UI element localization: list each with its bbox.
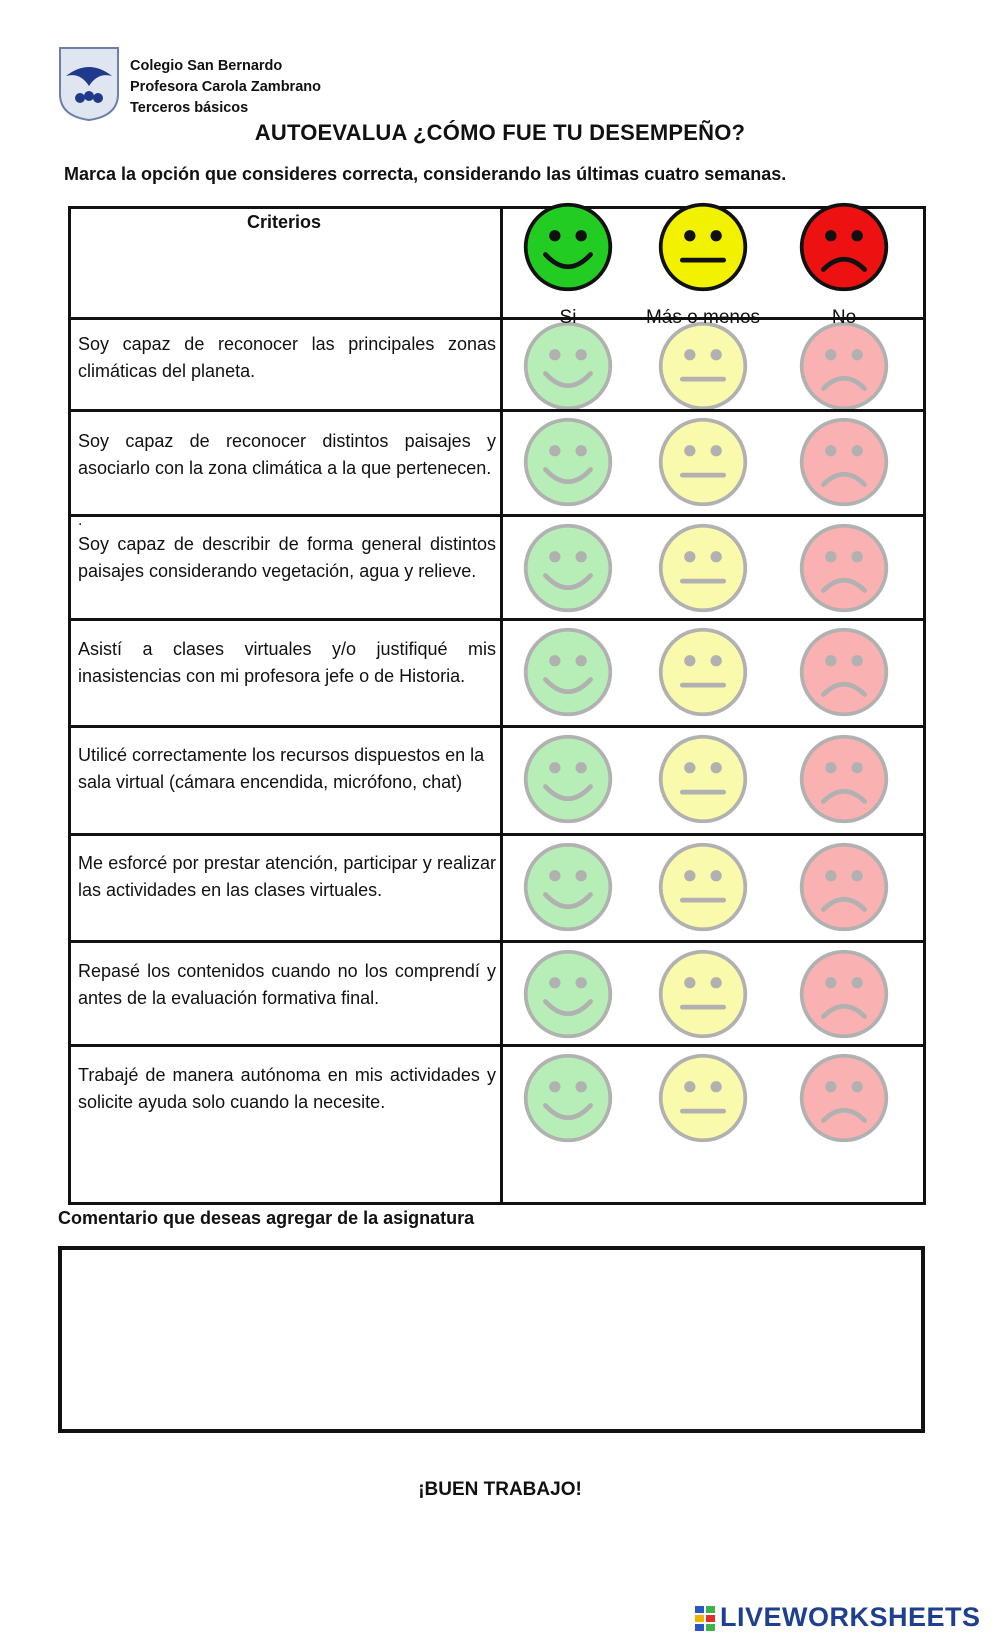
table-divider	[500, 206, 503, 1205]
criteria-header: Criterios	[246, 212, 322, 232]
school-name: Colegio San Bernardo	[130, 58, 283, 74]
happy-face-option-icon[interactable]	[521, 521, 615, 615]
neutral-face-option-icon[interactable]	[656, 1051, 750, 1145]
happy-face-option-icon[interactable]	[521, 947, 615, 1041]
sad-face-option-icon[interactable]	[797, 521, 891, 615]
row-divider	[68, 618, 926, 621]
neutral-face-option-icon[interactable]	[656, 521, 750, 615]
liveworksheets-logo-icon	[695, 1606, 717, 1632]
neutral-face-option-icon[interactable]	[656, 625, 750, 719]
neutral-face-option-icon[interactable]	[656, 415, 750, 509]
row-divider	[68, 725, 926, 728]
happy-face-option-icon[interactable]	[521, 415, 615, 509]
option-label-mas-o-menos: Más o menos	[645, 307, 761, 328]
criterion-2: Soy capaz de reconocer distintos paisajes y asociarlo con la zona climática a la que pertenecen.	[78, 431, 496, 478]
page-title: AUTOEVALUA ¿CÓMO FUE TU DESEMPEÑO?	[254, 120, 746, 145]
happy-face-option-icon[interactable]	[521, 1051, 615, 1145]
teacher-name: Profesora Carola Zambrano	[130, 79, 321, 95]
criterion-5: Utilicé correctamente los recursos dispuestos en la sala virtual (cámara encendida, micrófono, chat)	[78, 745, 485, 792]
happy-face-option-icon[interactable]	[521, 732, 615, 826]
school-logo-icon	[58, 46, 120, 122]
option-label-si: Si	[559, 307, 577, 328]
sad-face-option-icon[interactable]	[797, 625, 891, 719]
neutral-face-icon	[656, 200, 750, 294]
closing-message: ¡BUEN TRABAJO!	[418, 1479, 582, 1500]
criterion-8: Trabajé de manera autónoma en mis actividades y solicite ayuda solo cuando la necesite.	[78, 1065, 496, 1112]
neutral-face-option-icon[interactable]	[656, 947, 750, 1041]
criterion-3: Soy capaz de describir de forma general distintos paisajes considerando vegetación, agua y relieve.	[78, 534, 496, 581]
neutral-face-option-icon[interactable]	[656, 732, 750, 826]
sad-face-option-icon[interactable]	[797, 732, 891, 826]
neutral-face-option-icon[interactable]	[656, 319, 750, 413]
neutral-face-option-icon[interactable]	[656, 840, 750, 934]
happy-face-option-icon[interactable]	[521, 625, 615, 719]
sad-face-option-icon[interactable]	[797, 319, 891, 413]
criterion-1: Soy capaz de reconocer las principales zonas climáticas del planeta.	[78, 334, 496, 381]
school-info	[130, 56, 321, 119]
row-divider	[68, 833, 926, 836]
sad-face-option-icon[interactable]	[797, 1051, 891, 1145]
sad-face-option-icon[interactable]	[797, 947, 891, 1041]
grade-level: Terceros básicos	[130, 100, 249, 116]
comment-label: Comentario que deseas agregar de la asignatura	[58, 1208, 475, 1228]
row-divider	[68, 514, 926, 517]
criterion-4: Asistí a clases virtuales y/o justifiqué mis inasistencias con mi profesora jefe o de Historia.	[78, 639, 496, 686]
happy-face-icon	[521, 200, 615, 294]
sad-face-icon	[797, 200, 891, 294]
sad-face-option-icon[interactable]	[797, 840, 891, 934]
happy-face-option-icon[interactable]	[521, 840, 615, 934]
instruction-text: Marca la opción que consideres correcta, considerando las últimas cuatro semanas.	[64, 164, 787, 184]
row-divider	[68, 940, 926, 943]
row-divider	[68, 1044, 926, 1047]
happy-face-option-icon[interactable]	[521, 319, 615, 413]
comment-input[interactable]	[58, 1246, 925, 1433]
stray-mark: .	[78, 512, 83, 529]
criterion-7: Repasé los contenidos cuando no los comprendí y antes de la evaluación formativa final.	[78, 961, 496, 1008]
sad-face-option-icon[interactable]	[797, 415, 891, 509]
criterion-6: Me esforcé por prestar atención, participar y realizar las actividades en las clases virtuales.	[78, 853, 496, 900]
option-label-no: No	[831, 307, 857, 328]
brand-name: LIVEWORKSHEETS	[720, 1602, 981, 1632]
